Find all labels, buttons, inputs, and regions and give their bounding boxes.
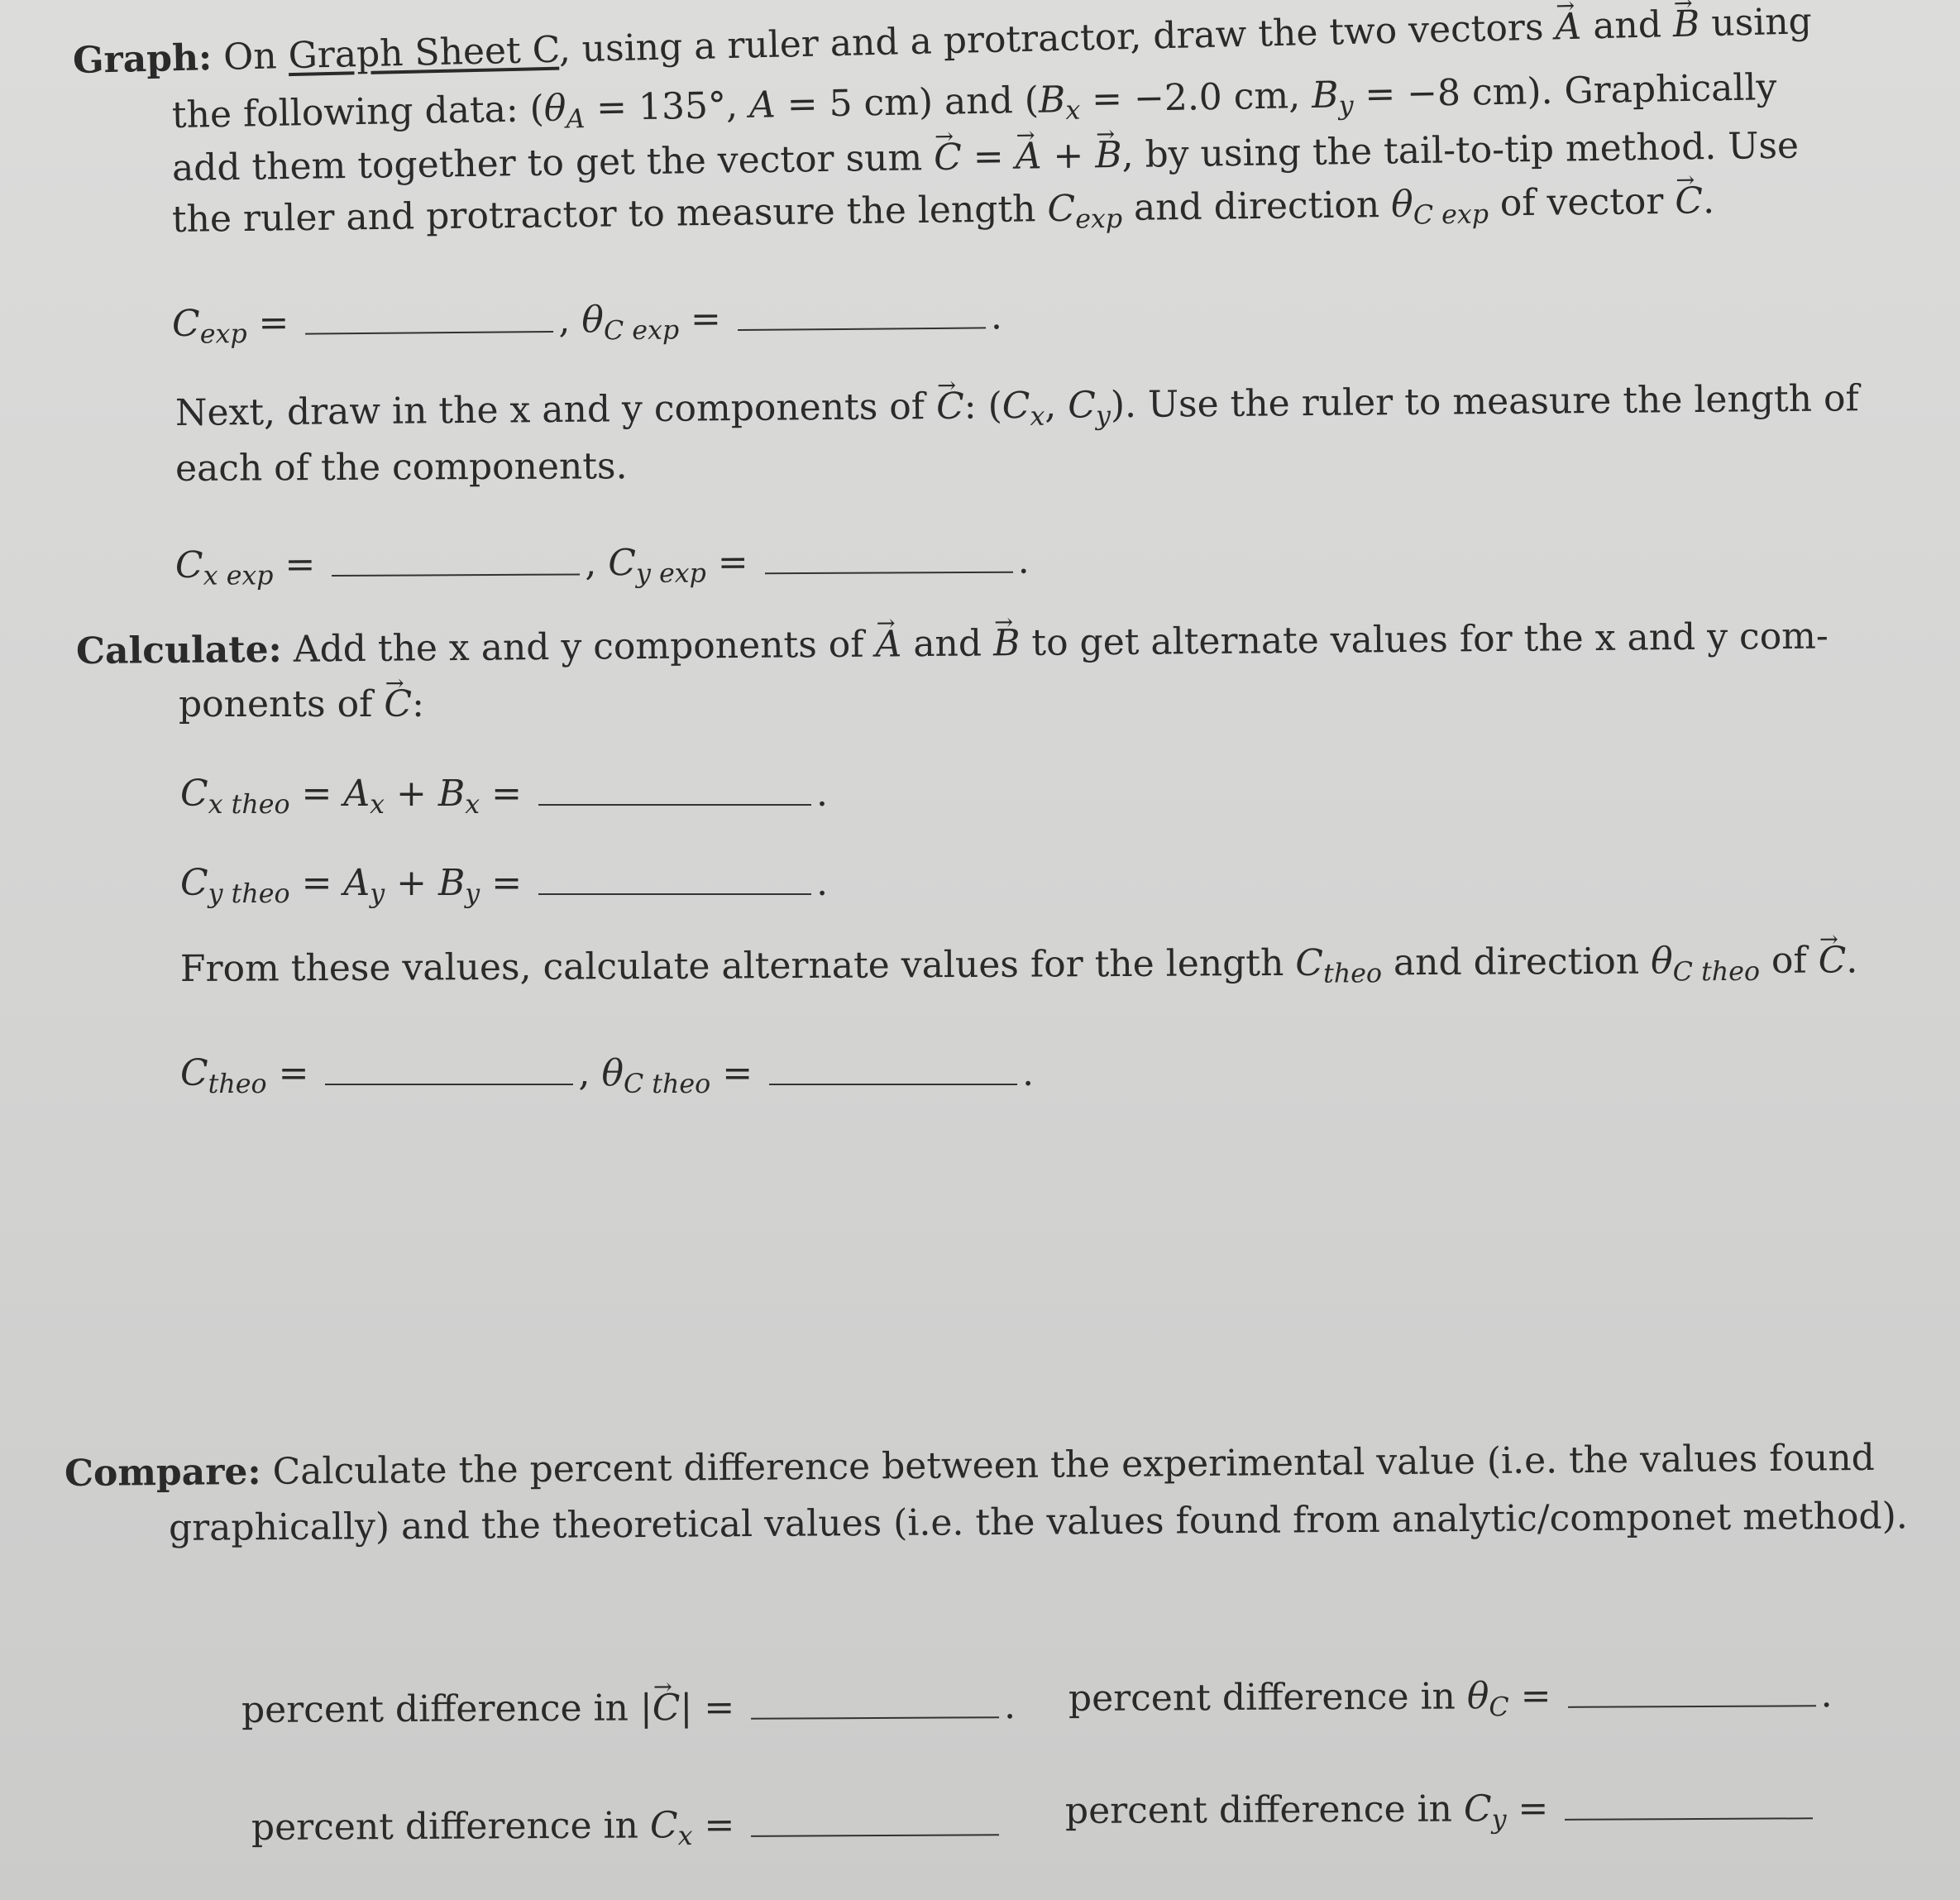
compare-line-2: graphically) and the theoretical values (i.e. the values found from analytic/componet method). xyxy=(168,1495,1908,1549)
pd-cy-row: percent difference in $C_y$ = xyxy=(1065,1789,1819,1835)
compare-line-1: Compare: Calculate the percent difference between the experimental value (i.e. the values found xyxy=(64,1436,1876,1495)
from-these-line: From these values, calculate alternate values for the length $C_{theo}$ and direction $\theta_{C theo}$ of → C. xyxy=(180,942,1858,993)
calculate-line-2: ponents of → C: xyxy=(179,687,424,723)
ctheo-row: $C_{theo}$ = , $\theta_{C theo}$ = . xyxy=(180,1052,1035,1099)
compare-label: Compare: xyxy=(64,1450,261,1495)
calculate-line-1: Calculate: Add the x and y components of → A and → B to get alternate values for the x and y com- xyxy=(76,619,1829,670)
vector-a: → A xyxy=(1555,9,1582,46)
cx-theo-answer-field[interactable] xyxy=(538,799,811,806)
cx-exp-answer-field[interactable] xyxy=(332,568,580,577)
graph-label: Graph: xyxy=(72,36,213,82)
vector-c: → C xyxy=(934,140,962,176)
pd-magnitude-field[interactable] xyxy=(751,1711,999,1720)
pd-cx-field[interactable] xyxy=(751,1829,999,1837)
ctheo-answer-field[interactable] xyxy=(325,1079,573,1085)
graph-line-3: add them together to get the vector sum → C = → A + → B, by using the tail-to-tip method. Use xyxy=(172,128,1800,187)
next-line-2: each of the components. xyxy=(174,445,628,490)
vector-b: → B xyxy=(1672,6,1699,43)
graph-line-4: the ruler and protractor to measure the length $C_{exp}$ and direction $\theta_{C exp}$ of vector → C. xyxy=(172,183,1715,244)
cexp-answer-field[interactable] xyxy=(305,326,553,335)
cy-exp-answer-field[interactable] xyxy=(765,567,1013,575)
next-line-1: Next, draw in the x and y components of → C: ($C_x$, $C_y$). Use the ruler to measure the length of xyxy=(175,380,1859,438)
cy-theo-row: $C_{y theo} = A_y + B_y$ = . xyxy=(180,862,829,909)
calculate-label: Calculate: xyxy=(75,628,283,672)
pd-theta-field[interactable] xyxy=(1568,1700,1816,1708)
theta-cexp-answer-field[interactable] xyxy=(738,322,986,331)
pd-cy-field[interactable] xyxy=(1565,1812,1813,1821)
pd-theta-row: percent difference in $\theta_C$ = . xyxy=(1068,1673,1833,1723)
cexp-row: $C_{exp}$ = , $\theta_{C exp}$ = . xyxy=(171,295,1003,350)
cy-theo-answer-field[interactable] xyxy=(538,888,811,895)
graph-line-1: Graph: On Graph Sheet C, using a ruler and a protractor, draw the two vectors → A and → B using xyxy=(73,3,1813,79)
pd-cx-row: percent difference in $C_x$ = xyxy=(251,1806,1005,1852)
graph-line-2: the following data: ($\theta_A = 135^\circ$, A = 5 cm) and ($B_x = -2.0$ cm, $B_y = -8$ cm). Graphically xyxy=(171,66,1777,136)
theta-ctheo-answer-field[interactable] xyxy=(769,1079,1017,1085)
pd-magnitude-row: percent difference in |→ C| = . xyxy=(241,1688,1016,1729)
components-row: $C_{x exp}$ = , $C_{y exp}$ = . xyxy=(174,539,1030,591)
graph-sheet-ref: Graph Sheet C xyxy=(288,28,560,78)
cx-theo-row: $C_{x theo} = A_x + B_x$ = . xyxy=(180,773,828,820)
